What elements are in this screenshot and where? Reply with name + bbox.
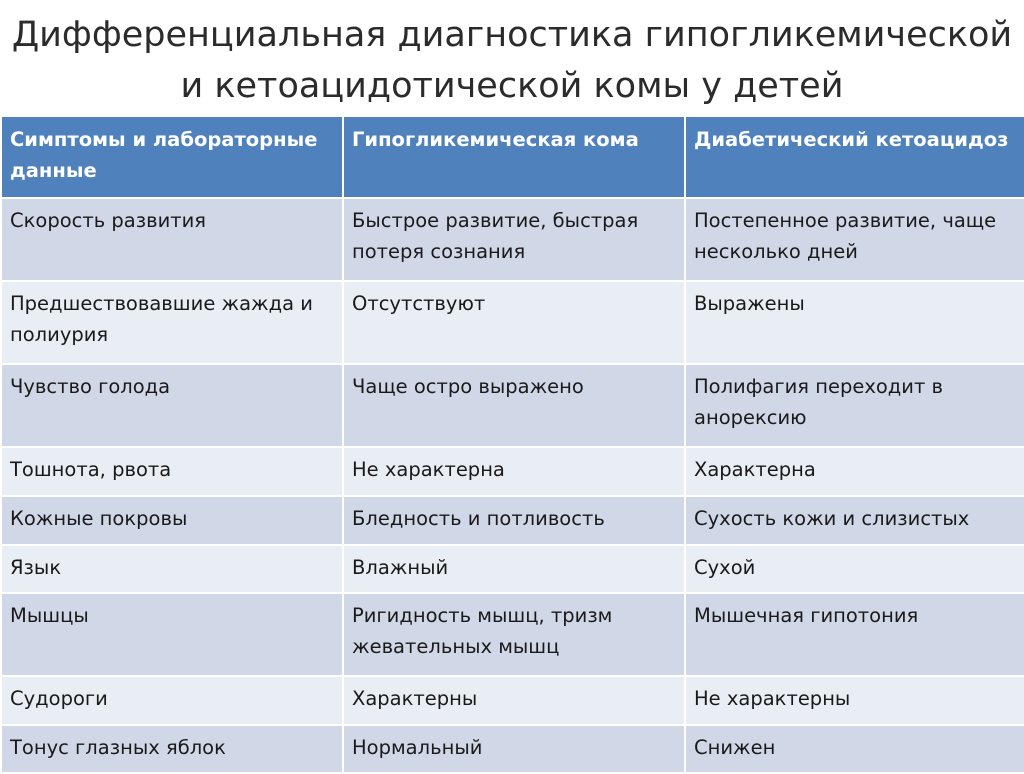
table-row (1, 725, 1024, 773)
cell-symptom: Судороги (1, 676, 343, 725)
cell-hypoglycemic: Не характерна (343, 447, 685, 496)
cell-symptom: Скорость развития (1, 198, 343, 281)
cell-hypoglycemic: Чаще остро выражено (343, 364, 685, 447)
cell-ketoacidosis: Мышечная гипотония (685, 593, 1024, 676)
table-row (1, 496, 1024, 545)
table-header-row (1, 116, 1024, 198)
cell-ketoacidosis: Полифагия переходит в анорексию (685, 364, 1024, 447)
cell-symptom: Чувство голода (1, 364, 343, 447)
table-row (1, 447, 1024, 496)
cell-ketoacidosis: Сухость кожи и слизистых (685, 496, 1024, 545)
table-row (1, 676, 1024, 725)
cell-symptom: Тошнота, рвота (1, 447, 343, 496)
table-row (1, 281, 1024, 364)
cell-ketoacidosis: Постепенное развитие, чаще несколько дней (685, 198, 1024, 281)
table-row (1, 364, 1024, 447)
header-hypoglycemic-coma: Гипогликемическая кома (343, 116, 685, 198)
cell-ketoacidosis: Характерна (685, 447, 1024, 496)
header-ketoacidosis: Диабетический кетоацидоз (685, 116, 1024, 198)
diagnosis-table (0, 115, 1024, 774)
cell-symptom: Тонус глазных яблок (1, 725, 343, 773)
cell-hypoglycemic: Влажный (343, 545, 685, 593)
cell-ketoacidosis: Сухой (685, 545, 1024, 593)
cell-hypoglycemic: Нормальный (343, 725, 685, 773)
cell-symptom: Мышцы (1, 593, 343, 676)
cell-symptom: Предшествовавшие жажда и полиурия (1, 281, 343, 364)
cell-ketoacidosis: Не характерны (685, 676, 1024, 725)
cell-symptom: Кожные покровы (1, 496, 343, 545)
cell-hypoglycemic: Быстрое развитие, быстрая потеря сознания (343, 198, 685, 281)
cell-hypoglycemic: Характерны (343, 676, 685, 725)
title-line-1: Дифференциальная диагностика гипогликемической (11, 15, 1013, 55)
cell-hypoglycemic: Ригидность мышц, тризм жевательных мышц (343, 593, 685, 676)
cell-hypoglycemic: Отсутствуют (343, 281, 685, 364)
cell-symptom: Язык (1, 545, 343, 593)
title-line-2: и кетоацидотической комы у детей (180, 66, 844, 106)
table-row (1, 545, 1024, 593)
page-title (0, 10, 1024, 112)
cell-ketoacidosis: Снижен (685, 725, 1024, 773)
header-symptoms: Симптомы и лабораторные данные (1, 116, 343, 198)
table-row (1, 593, 1024, 676)
cell-ketoacidosis: Выражены (685, 281, 1024, 364)
table-row (1, 198, 1024, 281)
cell-hypoglycemic: Бледность и потливость (343, 496, 685, 545)
